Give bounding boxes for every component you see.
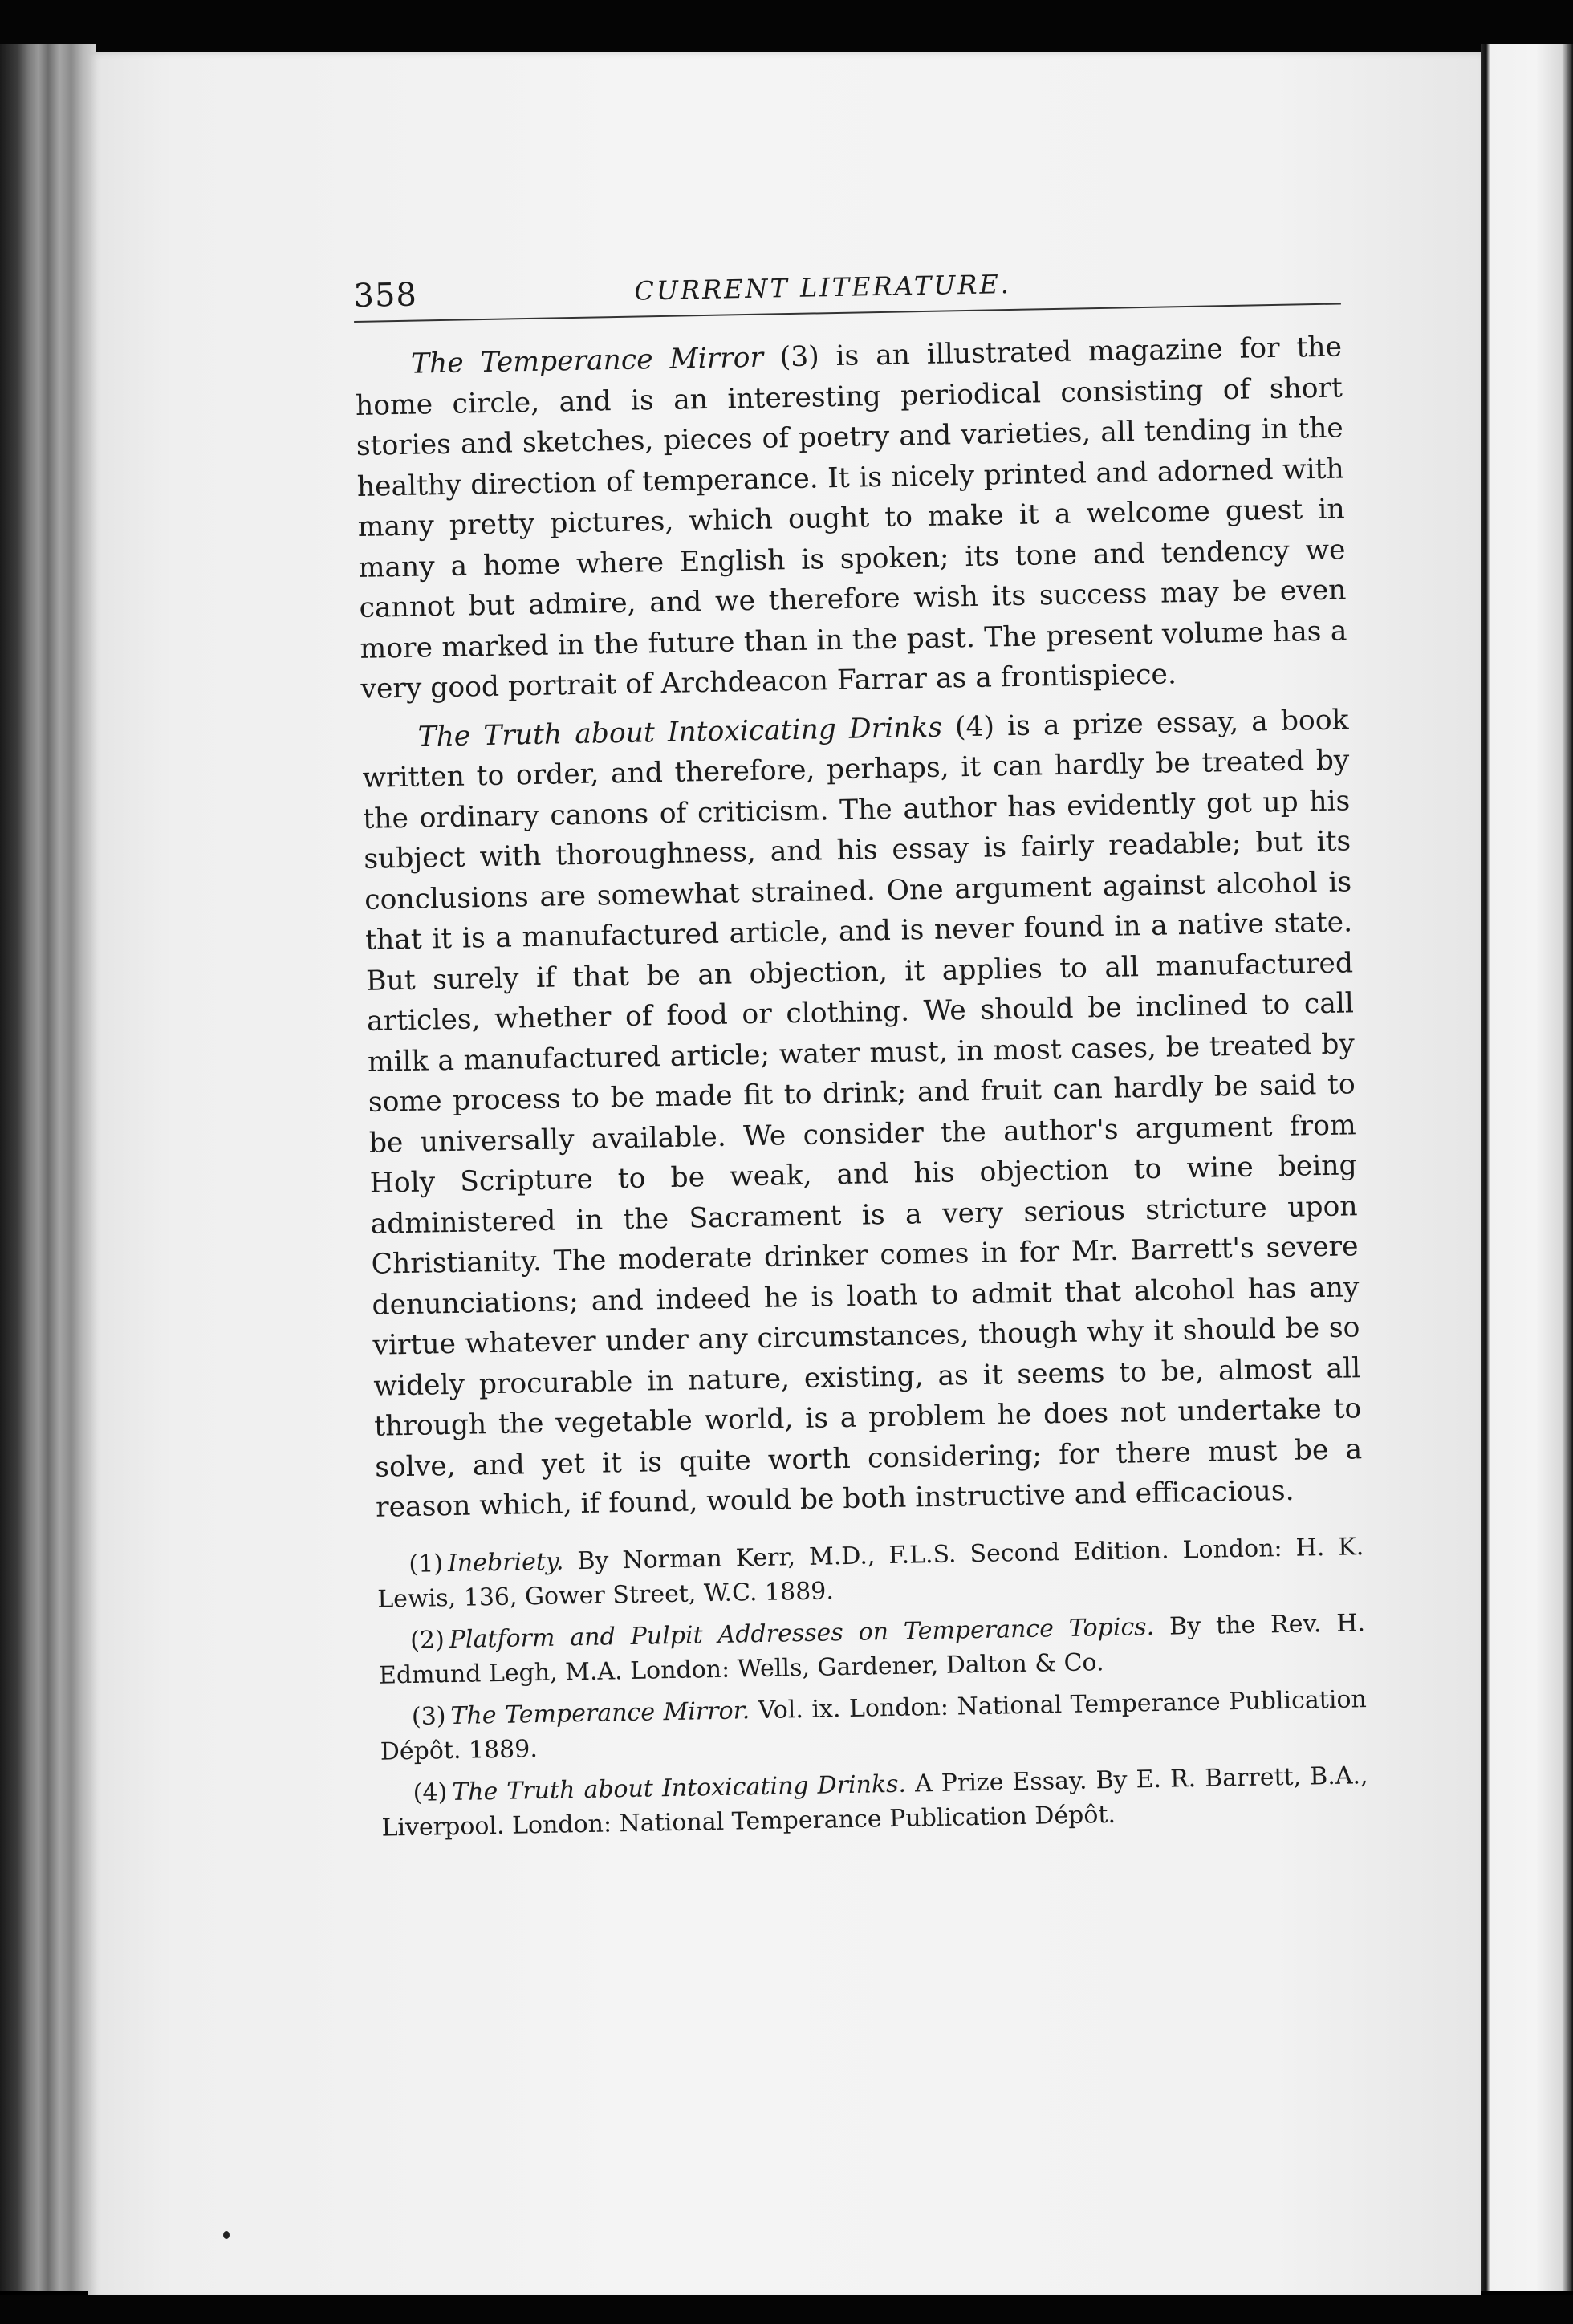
footnote-text: Vol. ix. London: National Temperance Publication Dépôt. 1889. [380,1684,1368,1766]
page-number: 358 [353,276,418,315]
footnote-title: The Temperance Mirror. [450,1696,750,1730]
footnote-text: By Norman Kerr, M.D., F.L.S. Second Edition. London: H. K. Lewis, 136, Gower Street, W.C. 1889. [376,1532,1364,1614]
book-title: The Temperance Mirror [410,341,764,380]
book-title: The Truth about Intoxicating Drinks [417,711,943,754]
footnote [378,1606,1366,1693]
paragraph-body: (4) is a prize essay, a book written to order, and therefore, perhaps, it can hardly be treated by the ordinary canons of criticism. The author has evidently got up his subject with thoroughness, and his essay is fairly readable; but its conclusions are somewhat strained. One argument against alcohol is that it is a manufactured article, and is never found in a native state. But surely if that be an objection, it applies to all manufactured articles, whether of food or clothing. We should be inclined to call milk a manufactured article; water must, in most cases, be treated by some process to be made fit to drink; and fruit can hardly be said to be universally available. We consider the author's argument from Holy Scripture to be weak, and his objection to wine being administered in the Sacrament is a very serious stricture upon Christianity. The moderate drinker comes in for Mr. Barrett's severe denunciations; and indeed he is loath to admit that alcohol has any virtue whatever under any circumstances, though why it should be so widely procurable in nature, existing, as it seems to be, almost all through the vegetable world, is a problem he does not undertake to solve, and yet it is quite worth considering; for there must be a reason which, if found, would be both instructive and efficacious. [362,703,1363,1524]
footnote-title: Inebriety. [447,1546,564,1578]
footnote-number: (3) [411,1701,446,1731]
scan-border-bottom [0,2295,1573,2324]
facing-page-edge [1481,44,1573,2291]
footnote-title: Platform and Pulpit Addresses on Temperance Topics. [449,1612,1155,1654]
running-title: CURRENT LITERATURE. [634,268,1012,307]
dust-speck [223,2231,230,2239]
footnote-number: (2) [409,1625,445,1655]
footnote-text: By the Rev. H. Edmund Legh, M.A. London: Wells, Gardener, Dalton & Co. [378,1608,1366,1690]
footnote-text: A Prize Essay. By E. R. Barrett, B.A., Liverpool. London: National Temperance Publication Dépôt. [381,1761,1368,1843]
footnote-title: The Truth about Intoxicating Drinks. [451,1769,907,1806]
book-page-edges [0,44,96,2291]
footnote-number: (4) [413,1778,448,1807]
paragraph-body: (3) is an illustrated magazine for the home circle, and is an interesting periodical consisting of short stories and sketches, pieces of poetry and varieties, all tending in the healthy direction of temperance. It is nicely printed and adorned with many pretty pictures, which ought to make it a welcome guest in many a home where English is spoken; its tone and tendency we cannot but admire, and we therefore wish its success may be even more marked in the future than in the past. The present volume has a very good portrait of Archdeacon Farrar as a frontispiece. [355,331,1347,705]
footnote-number: (1) [408,1549,444,1578]
paragraph-truth-about-drinks [361,700,1363,1528]
footnotes [376,1530,1369,1845]
paragraph-temperance-mirror [355,327,1348,709]
footnote [380,1758,1368,1846]
footnote [376,1530,1364,1617]
footnote [380,1682,1368,1769]
page-content [353,254,1369,1852]
